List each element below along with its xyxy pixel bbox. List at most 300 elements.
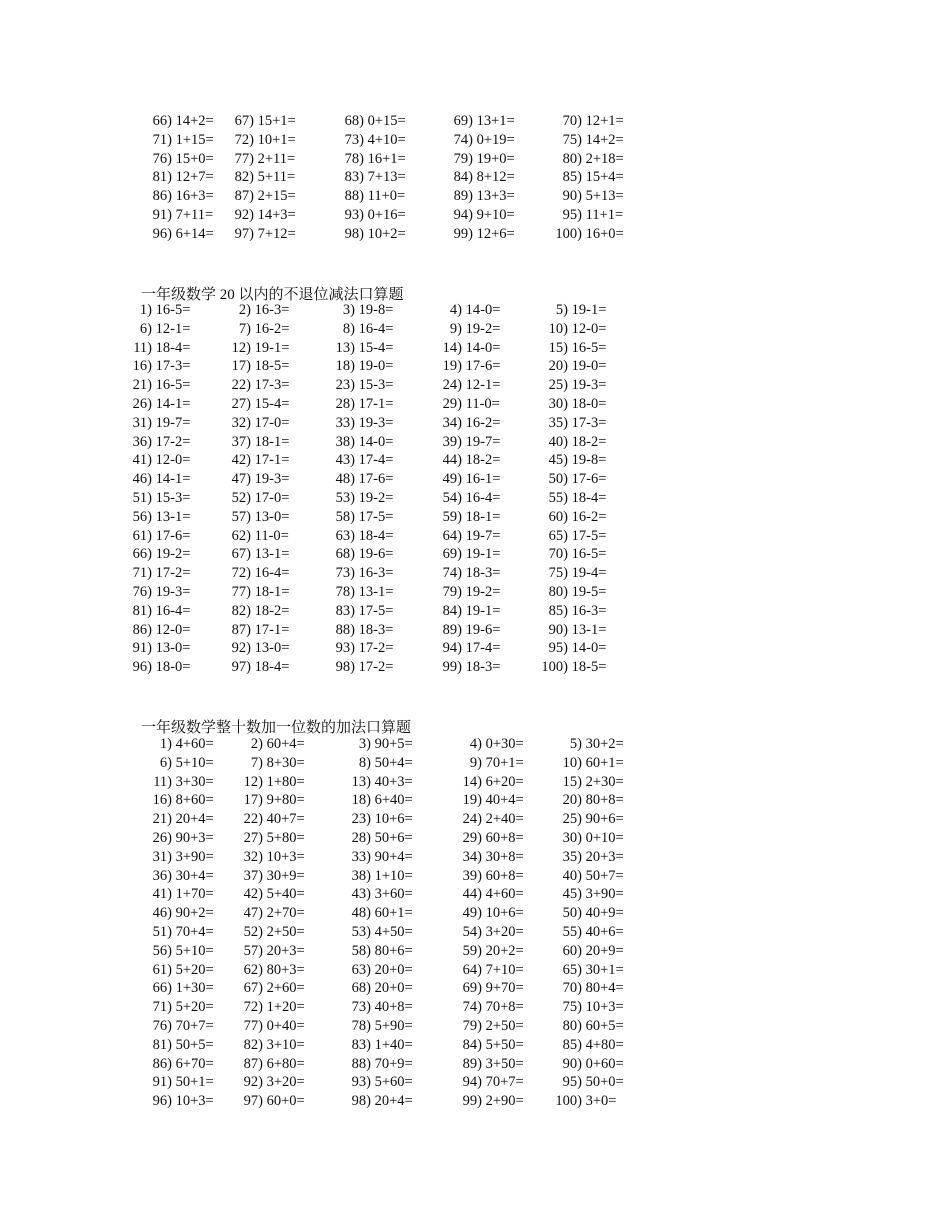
problem-number: 14) <box>442 339 462 356</box>
problem-number: 34) <box>442 414 462 431</box>
problem-number: 71) <box>152 131 172 148</box>
problem-number: 38) <box>335 433 355 450</box>
problem-expression: 19-0= <box>568 358 607 375</box>
problem-item <box>528 358 606 375</box>
problem-number: 77) <box>231 584 251 600</box>
problem-expression: 10+3= <box>172 1093 214 1110</box>
problem-item <box>433 151 515 168</box>
problem-number: 70) <box>548 546 568 563</box>
problem-item <box>211 321 289 338</box>
problem-row <box>0 905 950 924</box>
problem-number: 94) <box>453 207 473 223</box>
problem-item <box>223 924 305 941</box>
problem-expression: 50+6= <box>371 830 413 846</box>
problem-number: 55) <box>562 924 582 940</box>
problem-expression: 16-5= <box>152 377 191 394</box>
problem-expression: 3+10= <box>263 1036 305 1053</box>
problem-expression: 20+3= <box>263 942 305 959</box>
problem-number: 13) <box>351 773 371 790</box>
problem-number: 66) <box>152 113 172 129</box>
problem-expression: 17-4= <box>462 640 501 657</box>
problem-item <box>542 868 624 885</box>
problem-item <box>223 755 305 772</box>
problem-number: 91) <box>132 640 152 657</box>
problem-row <box>0 962 950 981</box>
problem-item <box>528 396 606 413</box>
problem-item <box>331 774 413 791</box>
problem-item <box>315 584 393 601</box>
problem-number: 73) <box>344 131 364 148</box>
problem-expression: 1+10= <box>371 867 413 884</box>
problem-expression: 18-4= <box>152 339 191 356</box>
problem-expression: 1+80= <box>263 773 305 790</box>
problem-number: 61) <box>132 527 152 544</box>
problem-number: 99) <box>462 1093 482 1110</box>
problem-item <box>442 792 524 809</box>
problem-number: 27) <box>243 830 263 846</box>
problem-expression: 16-4= <box>355 320 394 337</box>
problem-item <box>132 226 214 243</box>
problem-number: 45) <box>562 886 582 903</box>
problem-item <box>542 188 624 205</box>
problem-item <box>542 792 624 809</box>
problem-item <box>223 905 305 922</box>
problem-expression: 11+1= <box>582 207 624 223</box>
problem-item <box>422 452 500 469</box>
problem-number: 40) <box>562 867 582 884</box>
problem-row <box>0 943 950 962</box>
problem-item <box>442 849 524 866</box>
problem-number: 89) <box>442 621 462 638</box>
problem-expression: 15+4= <box>582 169 624 186</box>
problem-item <box>433 226 515 243</box>
problem-expression: 30+8= <box>482 848 524 865</box>
problem-item <box>211 396 289 413</box>
problem-number: 66) <box>132 546 152 563</box>
problem-item <box>442 868 524 885</box>
problem-row <box>0 113 950 132</box>
problem-expression: 19-3= <box>355 414 394 431</box>
problem-number: 29) <box>442 396 462 412</box>
problem-item <box>211 452 289 469</box>
problem-expression: 19-1= <box>568 302 607 318</box>
problem-expression: 14-1= <box>152 396 191 412</box>
problem-item <box>422 565 500 582</box>
problem-number: 84) <box>442 602 462 619</box>
problem-expression: 5+50= <box>482 1036 524 1053</box>
problem-item <box>528 659 606 676</box>
problem-expression: 18-5= <box>251 358 290 375</box>
problem-expression: 17-5= <box>355 508 394 525</box>
problem-number: 36) <box>132 433 152 450</box>
problem-row <box>0 1074 950 1093</box>
problem-number: 93) <box>351 1074 371 1091</box>
problem-number: 21) <box>152 811 172 828</box>
problem-expression: 18-5= <box>568 659 607 676</box>
section-title: 一年级数学 20 以内的不退位减法口算题 <box>141 287 404 303</box>
problem-item <box>542 830 624 847</box>
problem-number: 12) <box>243 773 263 790</box>
problem-item <box>542 999 624 1016</box>
problem-row <box>0 603 950 622</box>
problem-item <box>442 1018 524 1035</box>
problem-number: 99) <box>442 659 462 676</box>
problem-row <box>0 830 950 849</box>
problem-number: 88) <box>344 188 364 205</box>
problem-expression: 40+4= <box>482 792 524 809</box>
problem-row <box>0 490 950 509</box>
problem-number: 79) <box>442 584 462 600</box>
problem-item <box>331 1056 413 1073</box>
problem-item <box>223 736 305 753</box>
problem-item <box>542 169 624 186</box>
problem-item <box>112 622 190 639</box>
problem-expression: 4+10= <box>364 131 406 148</box>
problem-number: 22) <box>231 377 251 394</box>
problem-expression: 17-3= <box>251 377 290 394</box>
problem-expression: 16-3= <box>568 602 607 619</box>
problem-number: 69) <box>462 980 482 997</box>
problem-number: 2) <box>250 736 263 752</box>
problem-expression: 40+3= <box>371 773 413 790</box>
problem-item <box>211 471 289 488</box>
problem-row <box>0 1093 950 1112</box>
problem-number: 70) <box>562 113 582 129</box>
problem-item <box>211 603 289 620</box>
problem-item <box>528 377 606 394</box>
problem-item <box>132 1018 214 1035</box>
problem-item <box>422 640 500 657</box>
problem-item <box>315 490 393 507</box>
problem-number: 18) <box>351 792 371 809</box>
problem-expression: 40+6= <box>582 924 624 940</box>
problem-expression: 17-2= <box>355 640 394 657</box>
problem-number: 57) <box>243 942 263 959</box>
problem-expression: 13-0= <box>251 508 290 525</box>
problem-number: 85) <box>562 1036 582 1053</box>
problem-item <box>223 943 305 960</box>
problem-item <box>211 490 289 507</box>
problem-number: 30) <box>548 396 568 412</box>
problem-expression: 17-4= <box>355 452 394 469</box>
problem-item <box>542 755 624 772</box>
problem-expression: 19-5= <box>568 584 607 600</box>
problem-number: 72) <box>243 999 263 1016</box>
problem-number: 73) <box>351 999 371 1016</box>
problem-number: 47) <box>243 905 263 922</box>
problem-number: 95) <box>548 640 568 657</box>
problem-item <box>132 1074 214 1091</box>
problem-expression: 2+15= <box>254 188 296 205</box>
problem-expression: 7+10= <box>482 961 524 978</box>
problem-expression: 0+40= <box>263 1018 305 1034</box>
problem-row <box>0 188 950 207</box>
problem-row <box>0 755 950 774</box>
problem-expression: 3+30= <box>172 773 214 790</box>
problem-item <box>442 962 524 979</box>
problem-number: 2) <box>238 302 251 318</box>
problem-item <box>223 1037 305 1054</box>
problem-number: 49) <box>442 471 462 488</box>
problem-number: 83) <box>344 169 364 186</box>
problem-expression: 18-2= <box>568 433 607 450</box>
problem-item <box>211 659 289 676</box>
problem-item <box>324 132 406 149</box>
problem-number: 65) <box>548 527 568 544</box>
problem-expression: 19-6= <box>355 546 394 563</box>
problem-item <box>315 396 393 413</box>
problem-number: 83) <box>335 602 355 619</box>
problem-item <box>211 509 289 526</box>
problem-expression: 0+19= <box>473 131 515 148</box>
problem-expression: 0+15= <box>364 113 406 129</box>
problem-expression: 90+3= <box>172 830 214 846</box>
problem-item <box>223 1056 305 1073</box>
problem-expression: 2+30= <box>582 773 624 790</box>
problem-expression: 17-1= <box>355 396 394 412</box>
problem-number: 98) <box>335 659 355 676</box>
problem-expression: 16+3= <box>172 188 214 205</box>
problem-item <box>132 755 214 772</box>
problem-number: 82) <box>231 602 251 619</box>
problem-number: 11) <box>133 339 152 356</box>
problem-number: 19) <box>462 792 482 809</box>
problem-number: 54) <box>462 924 482 940</box>
problem-item <box>442 980 524 997</box>
problem-item <box>223 1093 305 1110</box>
problem-row <box>0 811 950 830</box>
problem-number: 20) <box>548 358 568 375</box>
problem-expression: 40+7= <box>263 811 305 828</box>
problem-expression: 50+7= <box>582 867 624 884</box>
problem-item <box>223 980 305 997</box>
problem-row <box>0 640 950 659</box>
problem-item <box>422 340 500 357</box>
problem-expression: 14-1= <box>152 471 191 488</box>
problem-expression: 19-6= <box>462 621 501 638</box>
problem-number: 80) <box>562 150 582 167</box>
problem-item <box>223 792 305 809</box>
problem-item <box>331 1037 413 1054</box>
problem-number: 76) <box>132 584 152 600</box>
problem-number: 78) <box>335 584 355 600</box>
problem-number: 34) <box>462 848 482 865</box>
problem-expression: 16-4= <box>251 565 290 582</box>
problem-expression: 13+3= <box>473 188 515 205</box>
problem-expression: 19-1= <box>251 339 290 356</box>
problem-row <box>0 622 950 641</box>
problem-expression: 80+6= <box>371 942 413 959</box>
problem-number: 62) <box>243 961 263 978</box>
problem-expression: 12-0= <box>152 452 191 469</box>
problem-expression: 13-0= <box>152 640 191 657</box>
problem-item <box>331 849 413 866</box>
problem-row <box>0 1037 950 1056</box>
problem-item <box>315 321 393 338</box>
problem-item <box>528 490 606 507</box>
problem-number: 91) <box>152 1074 172 1091</box>
problem-expression: 10+3= <box>263 848 305 865</box>
problem-expression: 4+50= <box>371 924 413 940</box>
problem-item <box>315 659 393 676</box>
problem-expression: 1+20= <box>263 999 305 1016</box>
problem-item <box>442 886 524 903</box>
problem-item <box>315 603 393 620</box>
problem-expression: 17-6= <box>152 527 191 544</box>
problem-number: 50) <box>548 471 568 488</box>
problem-item <box>542 811 624 828</box>
problem-item <box>528 622 606 639</box>
problem-number: 81) <box>152 1036 172 1053</box>
problem-number: 52) <box>231 490 251 506</box>
problem-item <box>422 358 500 375</box>
problem-expression: 20+4= <box>172 811 214 828</box>
problem-expression: 10+2= <box>364 225 406 242</box>
problem-item <box>223 962 305 979</box>
problem-number: 64) <box>442 527 462 544</box>
problem-number: 21) <box>132 377 152 394</box>
problem-number: 93) <box>344 207 364 223</box>
problem-number: 1) <box>139 302 152 318</box>
problem-row <box>0 999 950 1018</box>
problem-item <box>211 622 289 639</box>
problem-number: 87) <box>231 621 251 638</box>
problem-expression: 5+11= <box>254 169 296 186</box>
problem-item <box>315 622 393 639</box>
problem-item <box>211 415 289 432</box>
problem-item <box>214 169 295 186</box>
problem-item <box>331 905 413 922</box>
problem-item <box>442 1056 524 1073</box>
problem-row <box>0 151 950 170</box>
problem-expression: 70+9= <box>371 1055 413 1072</box>
problem-expression: 3+0= <box>582 1093 617 1110</box>
problem-item <box>211 302 289 319</box>
problem-item <box>211 340 289 357</box>
problem-item <box>331 755 413 772</box>
problem-number: 92) <box>234 207 254 223</box>
problem-item <box>315 415 393 432</box>
problem-expression: 16-3= <box>251 302 290 318</box>
problem-number: 20) <box>562 792 582 809</box>
problem-number: 31) <box>132 414 152 431</box>
problem-item <box>132 868 214 885</box>
problem-expression: 14-0= <box>462 302 501 318</box>
problem-item <box>442 943 524 960</box>
problem-number: 82) <box>243 1036 263 1053</box>
problem-item <box>542 1056 624 1073</box>
problem-item <box>112 377 190 394</box>
problem-number: 45) <box>548 452 568 469</box>
problem-item <box>542 226 624 243</box>
problem-number: 90) <box>562 1055 582 1072</box>
problem-item <box>214 188 296 205</box>
problem-number: 52) <box>243 924 263 940</box>
problem-expression: 18-1= <box>462 508 501 525</box>
problem-item <box>442 755 524 772</box>
problem-row <box>0 207 950 226</box>
problem-expression: 14+3= <box>254 207 296 223</box>
problem-row <box>0 584 950 603</box>
problem-expression: 18-2= <box>462 452 501 469</box>
problem-row <box>0 321 950 340</box>
problem-expression: 16-2= <box>568 508 607 525</box>
problem-expression: 13-1= <box>251 546 290 563</box>
problem-item <box>542 151 624 168</box>
problem-number: 98) <box>344 225 364 242</box>
problem-item <box>112 340 190 357</box>
problem-expression: 9+10= <box>473 207 515 223</box>
problem-expression: 8+30= <box>263 754 305 771</box>
problem-expression: 19-3= <box>152 584 191 600</box>
problem-number: 86) <box>152 188 172 205</box>
problem-expression: 70+7= <box>482 1074 524 1091</box>
problem-expression: 13-1= <box>568 621 607 638</box>
problem-expression: 5+20= <box>172 961 214 978</box>
problem-number: 95) <box>562 1074 582 1091</box>
problem-number: 84) <box>462 1036 482 1053</box>
problem-expression: 40+8= <box>371 999 413 1016</box>
problem-item <box>324 113 406 130</box>
problem-expression: 4+80= <box>582 1036 624 1053</box>
problem-row <box>0 736 950 755</box>
problem-number: 66) <box>152 980 172 997</box>
problem-number: 63) <box>335 527 355 544</box>
problem-number: 54) <box>442 490 462 506</box>
problem-number: 100) <box>541 659 568 676</box>
problem-expression: 17-1= <box>251 452 290 469</box>
problem-expression: 11+0= <box>364 188 406 205</box>
problem-row <box>0 924 950 943</box>
problem-item <box>132 774 214 791</box>
problem-expression: 80+4= <box>582 980 624 997</box>
problem-item <box>433 132 515 149</box>
problem-number: 27) <box>231 396 251 412</box>
problem-expression: 17-5= <box>355 602 394 619</box>
problem-item <box>112 584 190 601</box>
problem-expression: 17-2= <box>152 565 191 582</box>
problem-number: 33) <box>351 848 371 865</box>
problem-expression: 17-1= <box>251 621 290 638</box>
problem-item <box>442 811 524 828</box>
problem-item <box>223 774 305 791</box>
problem-number: 44) <box>442 452 462 469</box>
problem-item <box>112 509 190 526</box>
problem-item <box>442 1074 524 1091</box>
problem-item <box>112 659 190 676</box>
problem-number: 35) <box>562 848 582 865</box>
problem-item <box>331 868 413 885</box>
problem-number: 71) <box>132 565 152 582</box>
problem-number: 17) <box>243 792 263 809</box>
problem-number: 3) <box>358 736 371 752</box>
problem-expression: 15-3= <box>152 490 191 506</box>
problem-expression: 14-0= <box>355 433 394 450</box>
problem-expression: 10+1= <box>254 131 296 148</box>
problem-expression: 60+8= <box>482 830 524 846</box>
problem-item <box>214 226 296 243</box>
problem-number: 26) <box>152 830 172 846</box>
problem-number: 58) <box>351 942 371 959</box>
problem-item <box>112 546 190 563</box>
problem-number: 4) <box>449 302 462 318</box>
problem-number: 24) <box>462 811 482 828</box>
problem-number: 7) <box>250 754 263 771</box>
problem-item <box>211 584 289 601</box>
problem-row <box>0 792 950 811</box>
problem-item <box>315 377 393 394</box>
problem-expression: 16+1= <box>364 150 406 167</box>
